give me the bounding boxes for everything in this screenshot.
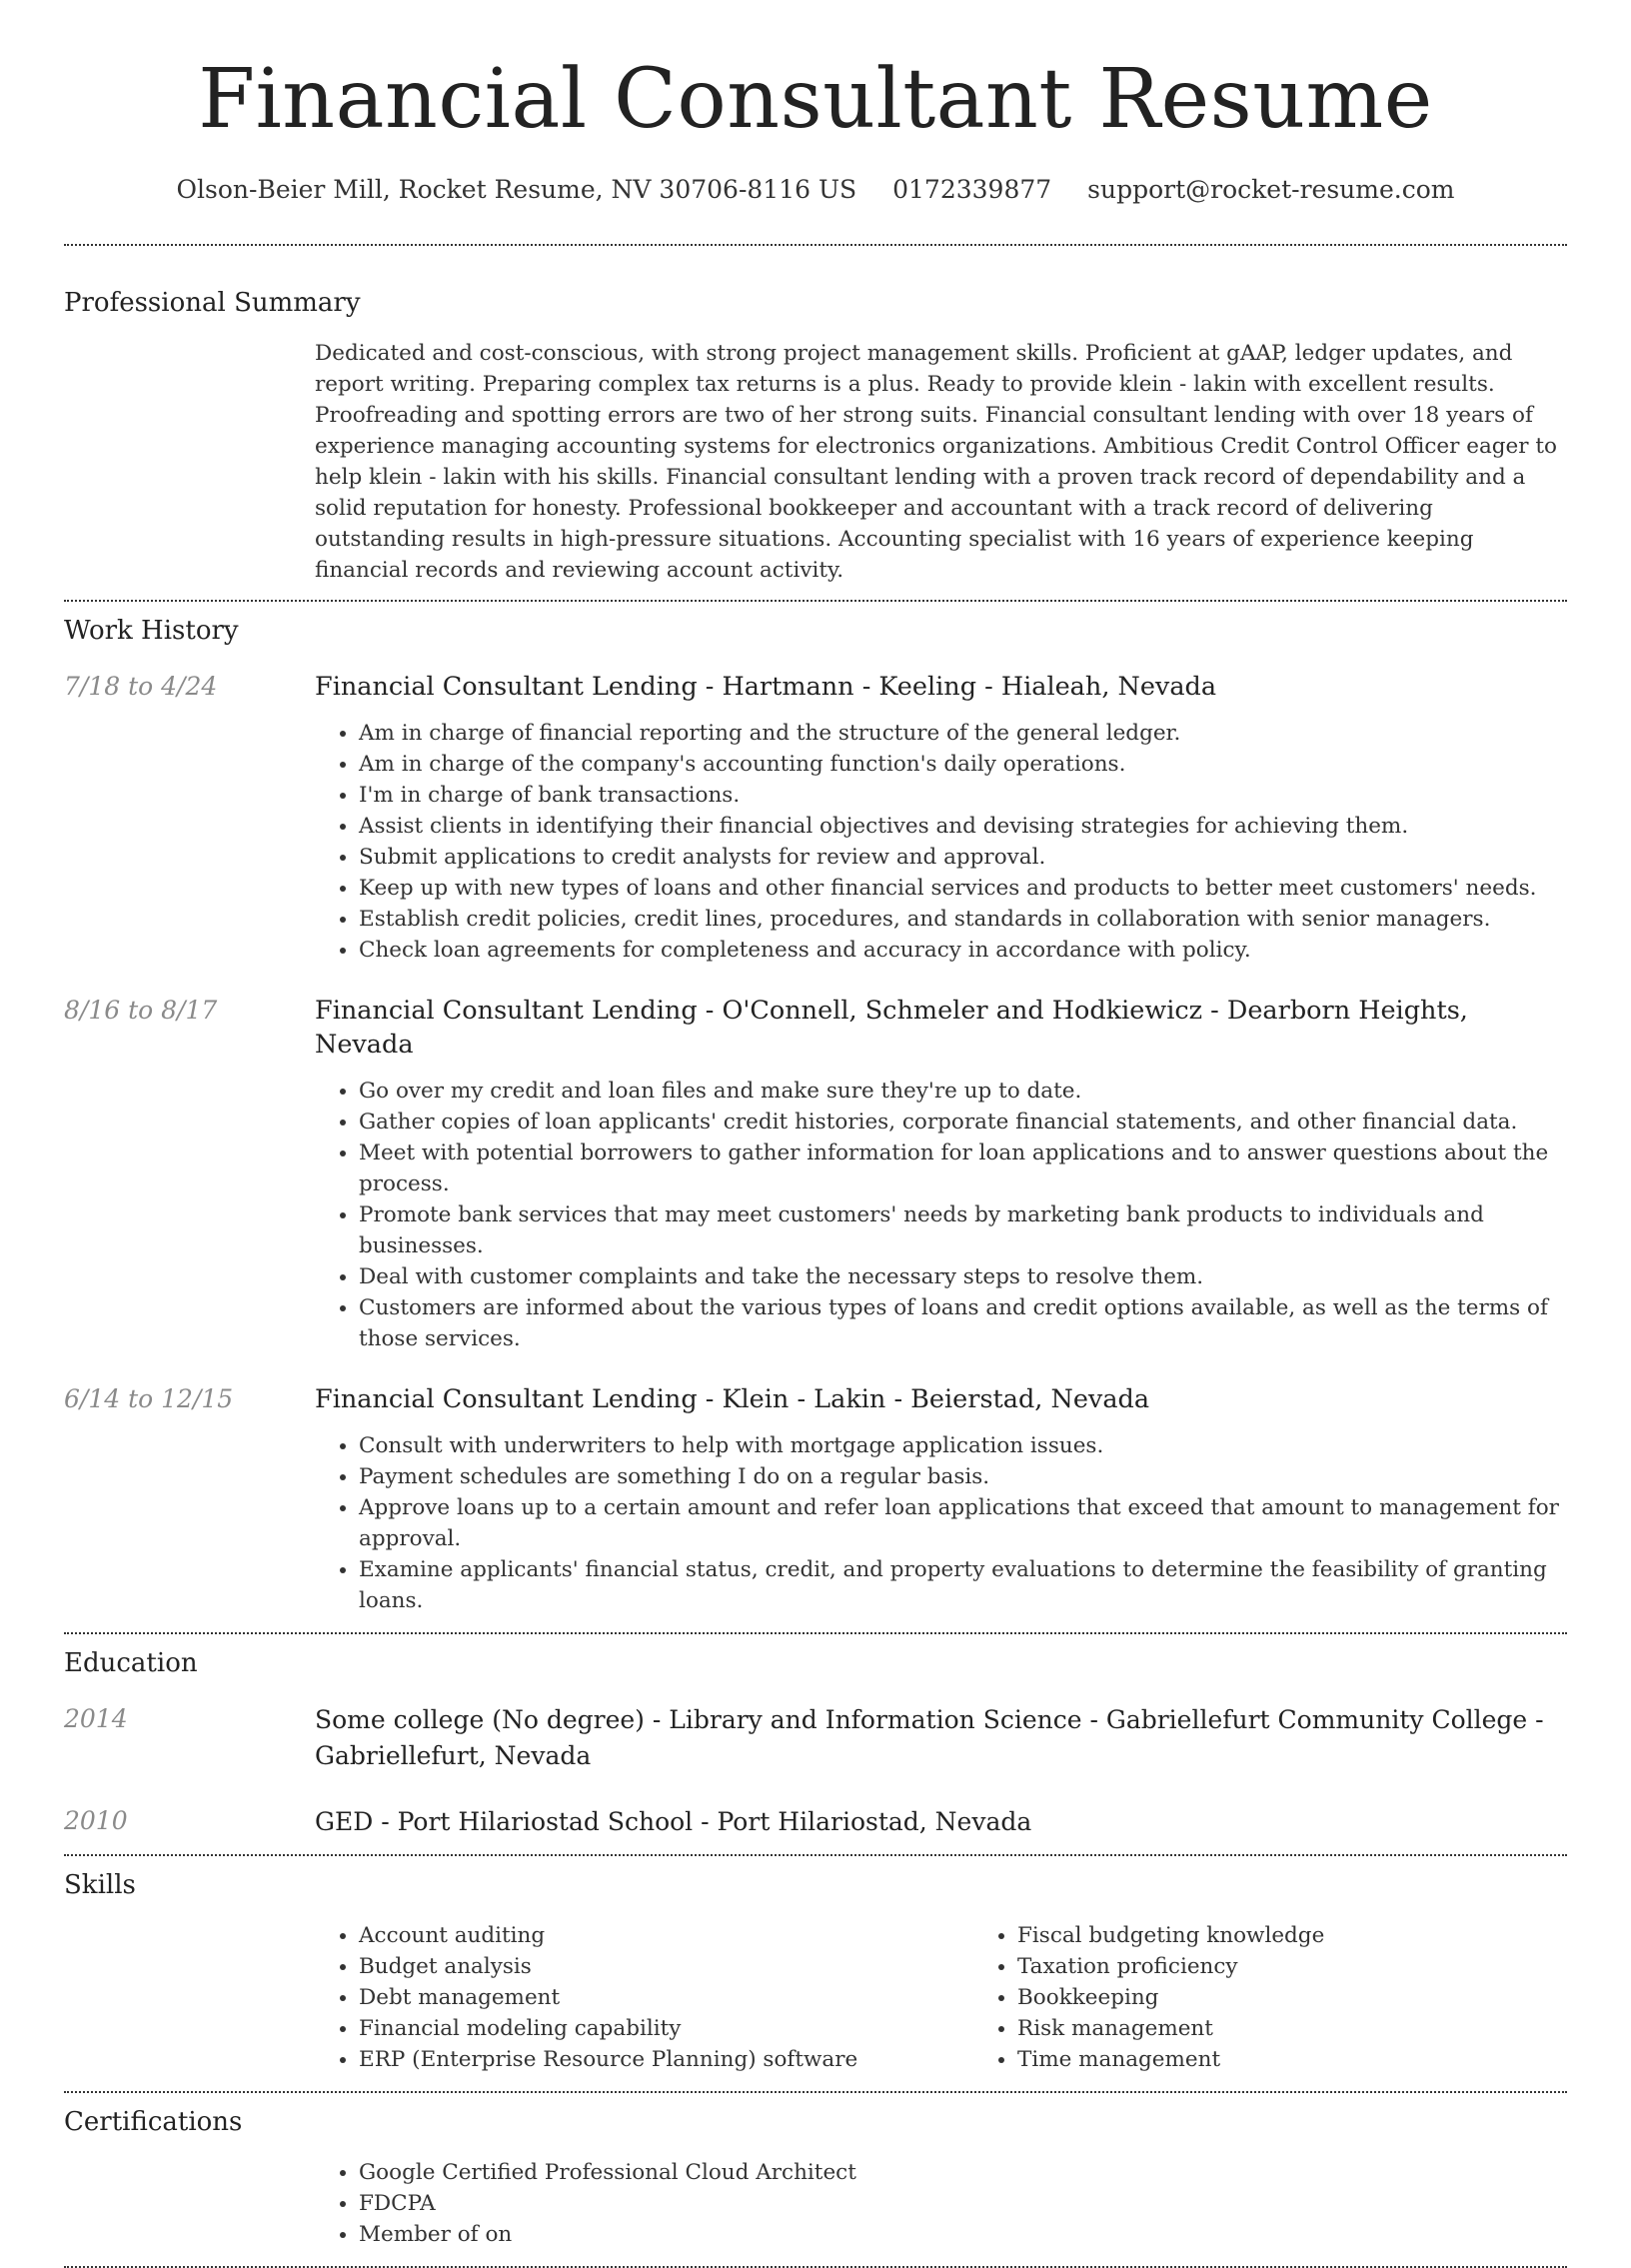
job-bullet: • Customers are informed about the various types of loans and credit options available, as well as the terms of those services. [359,1292,1567,1354]
skill-item: • Fiscal budgeting knowledge [1017,1920,1631,1951]
divider [64,244,1567,246]
section-title-education: Education [64,1648,198,1678]
education-entry [64,1804,1567,1840]
certifications-row [64,2157,1567,2250]
skill-item: • ERP (Enterprise Resource Planning) software [359,2044,973,2075]
job-bullet: • Check loan agreements for completeness and accuracy in accordance with policy. [359,935,1567,966]
skills-row [64,1920,1567,2075]
resume-page [64,0,1567,2268]
divider [64,600,1567,602]
job-bullets [315,718,1567,966]
education-title: GED - Port Hilariostad School - Port Hilariostad, Nevada [315,1807,1032,1836]
skill-item: • Time management [1017,2044,1631,2075]
job-bullet: • I'm in charge of bank transactions. [359,780,1567,811]
job-bullet: • Payment schedules are something I do on a regular basis. [359,1461,1567,1492]
job-bullet: • Consult with underwriters to help with mortgage application issues. [359,1430,1567,1461]
skill-item: • Account auditing [359,1920,973,1951]
skills-list-right [973,1920,1631,2075]
divider [64,2091,1567,2093]
job-dates: 6/14 to 12/15 [64,1384,234,1413]
section-title-skills: Skills [64,1870,136,1900]
job-bullet: • Establish credit policies, credit lines, procedures, and standards in collaboration with senior managers. [359,904,1567,935]
job-bullet: • Gather copies of loan applicants' credit histories, corporate financial statements, and other financial data. [359,1107,1567,1137]
job-bullet: • Meet with potential borrowers to gather information for loan applications and to answer questions about the process. [359,1137,1567,1199]
job-bullet: • Approve loans up to a certain amount and refer loan applications that exceed that amount to management for approval. [359,1492,1567,1554]
divider [64,1632,1567,1634]
skill-item: • Debt management [359,1982,973,2013]
job-dates: 7/18 to 4/24 [64,672,218,701]
job-bullet: • Am in charge of the company's accounting function's daily operations. [359,749,1567,780]
skill-item: • Taxation proficiency [1017,1951,1631,1982]
contact-phone: 0172339877 [892,175,1052,204]
contact-line [64,174,1567,206]
section-title-certifications: Certifications [64,2107,243,2137]
certification-item: • FDCPA [359,2188,1567,2219]
job-entry [64,994,1567,1354]
job-title: Financial Consultant Lending - Hartmann - Keeling - Hialeah, Nevada [315,672,1217,702]
job-bullet: • Am in charge of financial reporting and the structure of the general ledger. [359,718,1567,749]
summary-text: Dedicated and cost-conscious, with strong project management skills. Proficient at gAAP, ledger updates, and report writing. Preparing complex tax returns is a plus. Ready to provide klein - lakin with excellent results. Proofreading and spotting errors are two of her strong suits. Financial consultant lending with over 18 years of experience managing accounting systems for electronics organizations. Ambitious Credit Control Officer eager to help klein - lakin with his skills. Financial consultant lending with a proven track record of dependability and a solid reputation for honesty. Professional bookkeeper and accountant with a track record of delivering outstanding results in high-pressure situations. Accounting specialist with 16 years of experience keeping financial records and reviewing account activity. [315,341,1557,583]
job-bullet: • Submit applications to credit analysts for review and approval. [359,842,1567,873]
job-bullet: • Deal with customer complaints and take the necessary steps to resolve them. [359,1261,1567,1292]
section-title-summary: Professional Summary [64,288,361,318]
contact-address: Olson-Beier Mill, Rocket Resume, NV 30706-8116 US [176,175,857,204]
job-bullet: • Assist clients in identifying their financial objectives and devising strategies for achieving them. [359,811,1567,842]
summary-row [64,338,1567,586]
job-bullets [315,1430,1567,1616]
job-bullet: • Go over my credit and loan files and make sure they're up to date. [359,1076,1567,1107]
resume-title: Financial Consultant Resume [198,52,1433,147]
certifications-list [315,2157,1567,2250]
education-entry [64,1702,1567,1774]
job-title: Financial Consultant Lending - O'Connell, Schmeler and Hodkiewicz - Dearborn Heights, Nevada [315,996,1468,1060]
skill-item: • Financial modeling capability [359,2013,973,2044]
divider [64,1854,1567,1856]
skills-list-left [315,1920,973,2075]
contact-email: support@rocket-resume.com [1087,175,1455,204]
job-entry [64,1382,1567,1616]
skill-item: • Risk management [1017,2013,1631,2044]
skills-columns [315,1920,1631,2075]
certification-item: • Member of on [359,2219,1567,2250]
skill-item: • Bookkeeping [1017,1982,1631,2013]
job-bullet: • Keep up with new types of loans and other financial services and products to better meet customers' needs. [359,873,1567,904]
education-year: 2014 [64,1704,128,1733]
job-entry [64,670,1567,966]
section-title-work: Work History [64,616,239,646]
skill-item: • Budget analysis [359,1951,973,1982]
job-bullet: • Promote bank services that may meet customers' needs by marketing bank products to individuals and businesses. [359,1199,1567,1261]
job-bullet: • Examine applicants' financial status, credit, and property evaluations to determine the feasibility of granting loans. [359,1554,1567,1616]
job-title: Financial Consultant Lending - Klein - Lakin - Beierstad, Nevada [315,1384,1150,1414]
certification-item: • Google Certified Professional Cloud Architect [359,2157,1567,2188]
job-dates: 8/16 to 8/17 [64,996,218,1025]
job-bullets [315,1076,1567,1354]
education-title: Some college (No degree) - Library and Information Science - Gabriellefurt Community College - Gabriellefurt, Nevada [315,1705,1544,1770]
education-year: 2010 [64,1806,128,1835]
